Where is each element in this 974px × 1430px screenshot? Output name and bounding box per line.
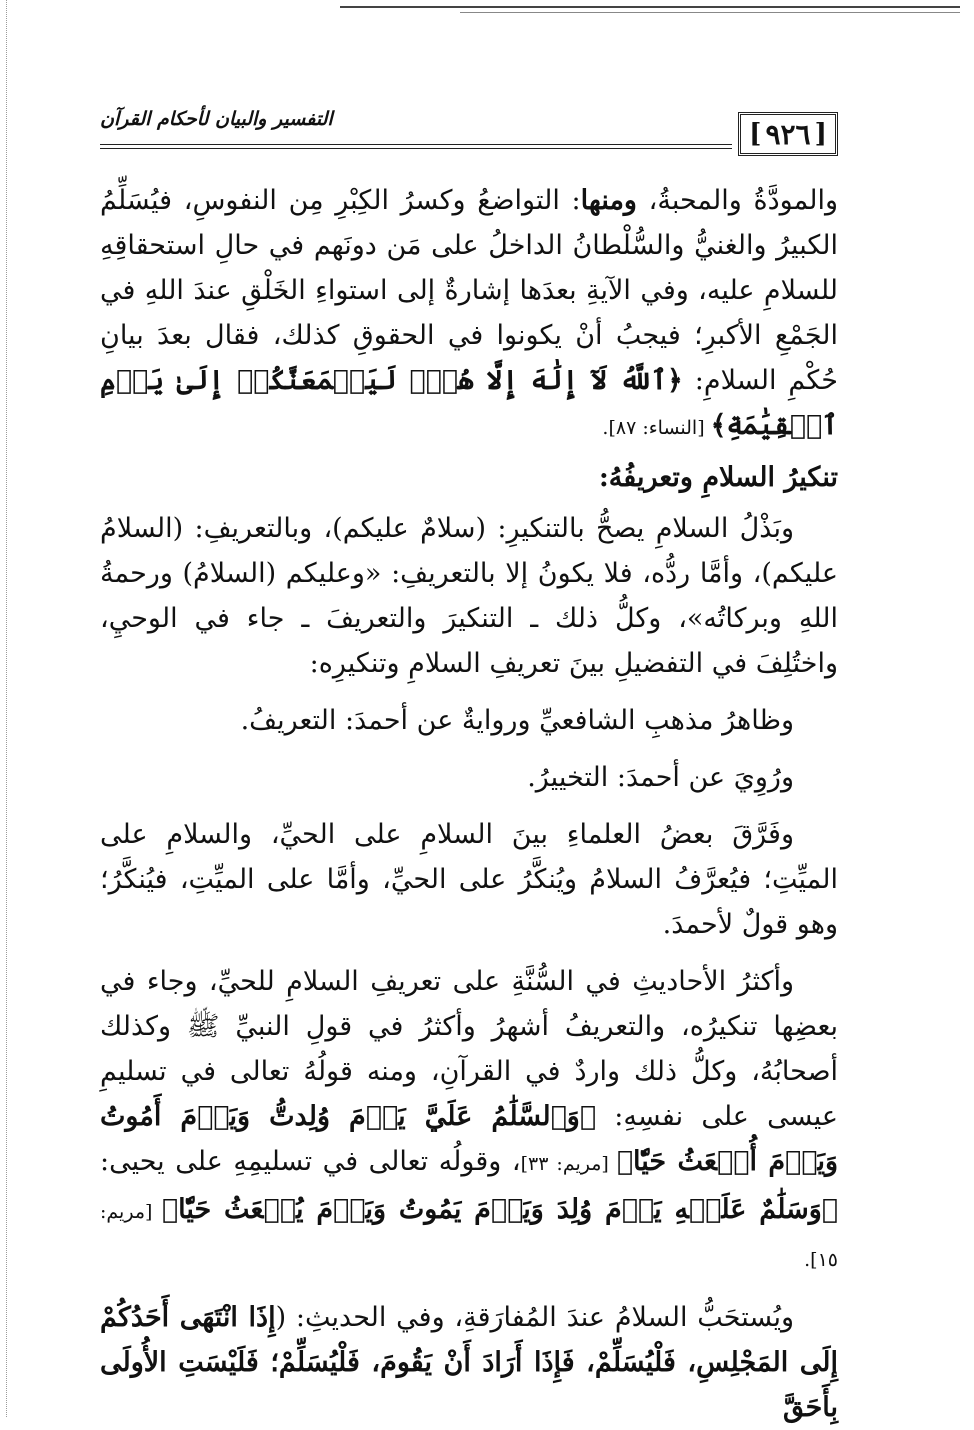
verse-reference: [النساء: ٨٧]. xyxy=(602,417,711,439)
text-run: ويُستحَبُّ السلامُ عندَ المُفارَقةِ، وفي الحديثِ: ( xyxy=(275,1302,794,1333)
page-number: ٩٢٦ xyxy=(765,117,811,151)
paragraph-2: وبَذْلُ السلامِ يصحُّ بالتنكيرِ: (سلامٌ عليكم)، وبالتعريفِ: (السلامُ عليكم)، وأمَّا ردُّه، فلا يكونُ إلا بالتعريفِ: «وعليكم (السلامُ) ورحمةُ اللهِ وبركاتُه»، وكلُّ ذلك ـ التنكيرَ والتعريفَ ـ جاء في الوحيِ، واختُلِفَ في التفضيلِ بينَ تعريفِ السلامِ وتنكيرِه: xyxy=(100,513,838,679)
bracket-left-icon: ] xyxy=(749,119,762,149)
bracket-right-icon: [ xyxy=(814,119,827,149)
page-edge-left xyxy=(6,0,7,1417)
verse-reference: [مريم: ٣٣] xyxy=(520,1153,617,1175)
section-heading: تنكيرُ السلامِ وتعريفُهُ: xyxy=(598,462,838,493)
text-run: والمودَّةُ والمحبةُ، xyxy=(636,185,838,216)
page-body xyxy=(100,178,838,1430)
header-rule-bottom xyxy=(100,148,732,149)
verse-reference: [مريم: ١٥]. xyxy=(100,1201,838,1271)
book-title: التفسير والبيان لأحكام القرآن xyxy=(100,108,333,130)
page-edge-top-inner xyxy=(460,12,960,13)
quran-verse: ﴿وَسَلَٰمٌ عَلَيۡهِ يَوۡمَ وُلِدَ وَيَوۡمَ يَمُوتُ وَيَوۡمَ يُبۡعَثُ حَيّٗا﴾ xyxy=(161,1194,839,1225)
text-run: ، وقولُه تعالى في تسليمِهِ على يحيى: xyxy=(100,1146,521,1177)
quran-verse: ﴿ٱللَّهُ لَآ إِلَٰهَ إِلَّا هُوَۚ لَيَجۡمَعَنَّكُمۡ إِلَىٰ يَوۡمِ ٱلۡقِيَٰمَةِ﴾ xyxy=(100,365,838,441)
paragraph-3: وظاهرُ مذهبِ الشافعيِّ وروايةٌ عن أحمدَ: التعريفُ. xyxy=(240,705,794,736)
text-run: : التواضعُ وكسرُ الكِبْرِ مِن النفوسِ، فيُسَلِّمُ الكبيرُ والغنيُّ والسُّلْطانُ الداخلُ على مَن دونَهم في حالِ استحقاقِهِ للسلامِ عليه، وفي الآيةِ بعدَها إشارةٌ إلى استواءِ الخَلْقِ عندَ اللهِ في الجَمْعِ الأكبرِ؛ فيجبُ أنْ يكونوا في الحقوقِ كذلك، فقال بعدَ بيانِ حُكْمِ السلامِ: xyxy=(100,185,838,396)
quran-verse: ﴿وَٱلسَّلَٰمُ عَلَيَّ يَوۡمَ وُلِدتُّ وَيَوۡمَ أَمُوتُ وَيَوۡمَ أُبۡعَثُ حَيّٗا﴾ xyxy=(100,1101,838,1177)
paragraph-7 xyxy=(100,1295,838,1430)
paragraph-4: ورُوِيَ عن أحمدَ: التخييرُ. xyxy=(527,762,794,793)
hadith-text: إِذَا انْتَهَى أَحَدُكُمْ إِلَى المَجْلِسِ، فَلْيُسَلِّمْ، فَإِذَا أَرَادَ أَنْ يَقُومَ، فَلْيُسَلِّمْ؛ فَلَيْسَتِ الأُولَى بِأَحَقَّ xyxy=(100,1302,838,1423)
text-run-bold: ومنها xyxy=(580,185,637,216)
paragraph-6 xyxy=(100,959,838,1283)
paragraph-1 xyxy=(100,178,838,451)
page-header xyxy=(100,104,838,160)
header-rule-top xyxy=(100,144,732,145)
text-run: وأكثرُ الأحاديثِ في السُّنَّةِ على تعريفِ السلامِ للحيِّ، وجاء في بعضِها تنكيرُه، والتعريفُ أشهرُ وأكثرُ في قولِ النبيِّ ﷺ وكذلك أصحابُهُ، وكلُّ ذلك واردٌ في القرآنِ، ومنه قولُهُ تعالى في تسليمِ عيسى على نفسِهِ: xyxy=(100,966,838,1132)
page-edge-top xyxy=(340,6,960,8)
paragraph-5: وفَرَّقَ بعضُ العلماءِ بينَ السلامِ على الحيِّ، والسلامِ على الميِّتِ؛ فيُعرَّفُ السلامُ ويُنكَّرُ على الحيِّ، وأمَّا على الميِّتِ، فيُنكَّرُ؛ وهو قولٌ لأحمدَ. xyxy=(100,819,838,940)
page-number-frame xyxy=(738,112,838,156)
